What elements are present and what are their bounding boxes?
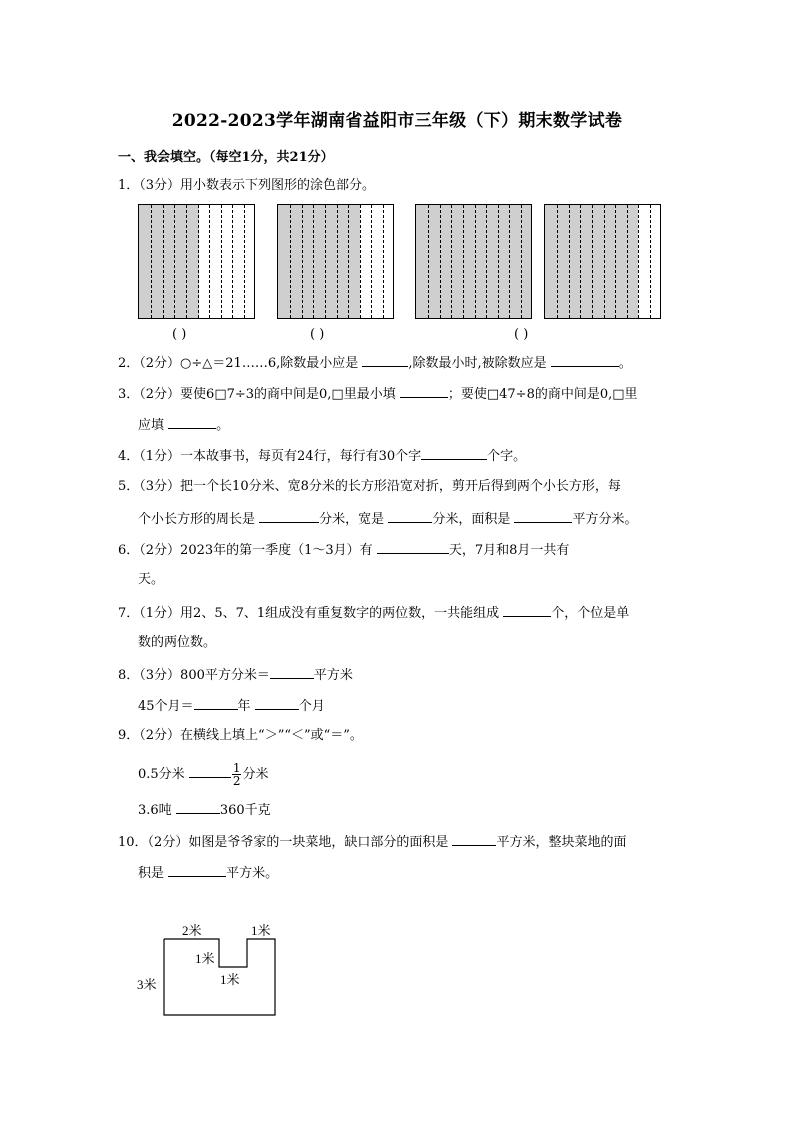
vegetable-field-figure bbox=[130, 915, 300, 1025]
figure-4 bbox=[544, 204, 661, 319]
question-9-line2: 3.6吨 360千克 bbox=[138, 803, 271, 818]
answer-paren-2: ( ) bbox=[310, 327, 325, 342]
label-height: 3米 bbox=[137, 977, 157, 992]
question-10: 10．（2分）如图是爷爷家的一块菜地，缺口部分的面积是 平方米，整块菜地的面 bbox=[118, 835, 627, 850]
question-6: 6．（2分）2023年的第一季度（1～3月）有 天，7月和8月一共有 bbox=[118, 543, 570, 558]
question-5-cont: 个小长方形的周长是 分米，宽是 分米，面积是 平方分米。 bbox=[138, 512, 638, 527]
figure-1 bbox=[138, 204, 255, 319]
question-7-cont: 数的两位数。 bbox=[138, 635, 217, 650]
figure-2 bbox=[277, 204, 394, 319]
question-10-cont: 积是 平方米。 bbox=[138, 866, 279, 881]
label-notch-width: 1米 bbox=[220, 972, 240, 987]
question-8-line2: 45个月＝ 年 个月 bbox=[138, 699, 325, 714]
question-3: 3．（2分）要使6□7÷3的商中间是0,□里最小填 ；要使□47÷8的商中间是0,□里 bbox=[118, 387, 638, 402]
label-notch-depth: 1米 bbox=[195, 951, 215, 966]
label-top-right-width: 1米 bbox=[251, 923, 271, 938]
answer-paren-3: ( ) bbox=[514, 327, 529, 342]
page-title: 2022-2023学年湖南省益阳市三年级（下）期末数学试卷 bbox=[171, 111, 623, 131]
question-9-line1: 0.5分米 $\frac{1}{2}$ 分米 bbox=[138, 761, 269, 788]
fraction-one-half: $\frac{1}{2}$ bbox=[232, 761, 241, 788]
question-4: 4．（1分）一本故事书，每页有24行，每行有30个字 个字。 bbox=[118, 449, 527, 464]
question-5: 5．（3分）把一个长10分米、宽8分米的长方形沿宽对折，剪开后得到两个小长方形，每 bbox=[118, 479, 621, 494]
question-2: 2．（2分）○÷△＝21……6,除数最小应是 ,除数最小时,被除数应是 。 bbox=[118, 356, 632, 371]
question-3-cont: 应填 。 bbox=[138, 418, 230, 433]
label-top-left-width: 2米 bbox=[182, 923, 202, 938]
section-heading: 一、我会填空。（每空1分，共21分） bbox=[118, 150, 334, 165]
figure-3 bbox=[415, 204, 532, 319]
question-8: 8．（3分）800平方分米＝ 平方米 bbox=[118, 668, 353, 683]
question-9: 9．（2分）在横线上填上“＞”“＜”或“＝”。 bbox=[118, 728, 363, 743]
answer-paren-1: ( ) bbox=[172, 327, 187, 342]
question-1: 1．（3分）用小数表示下列图形的涂色部分。 bbox=[118, 178, 376, 193]
question-7: 7．（1分）用2、5、7、1组成没有重复数字的两位数，一共能组成 个，个位是单 bbox=[118, 606, 630, 621]
question-6-cont: 天。 bbox=[138, 572, 165, 587]
